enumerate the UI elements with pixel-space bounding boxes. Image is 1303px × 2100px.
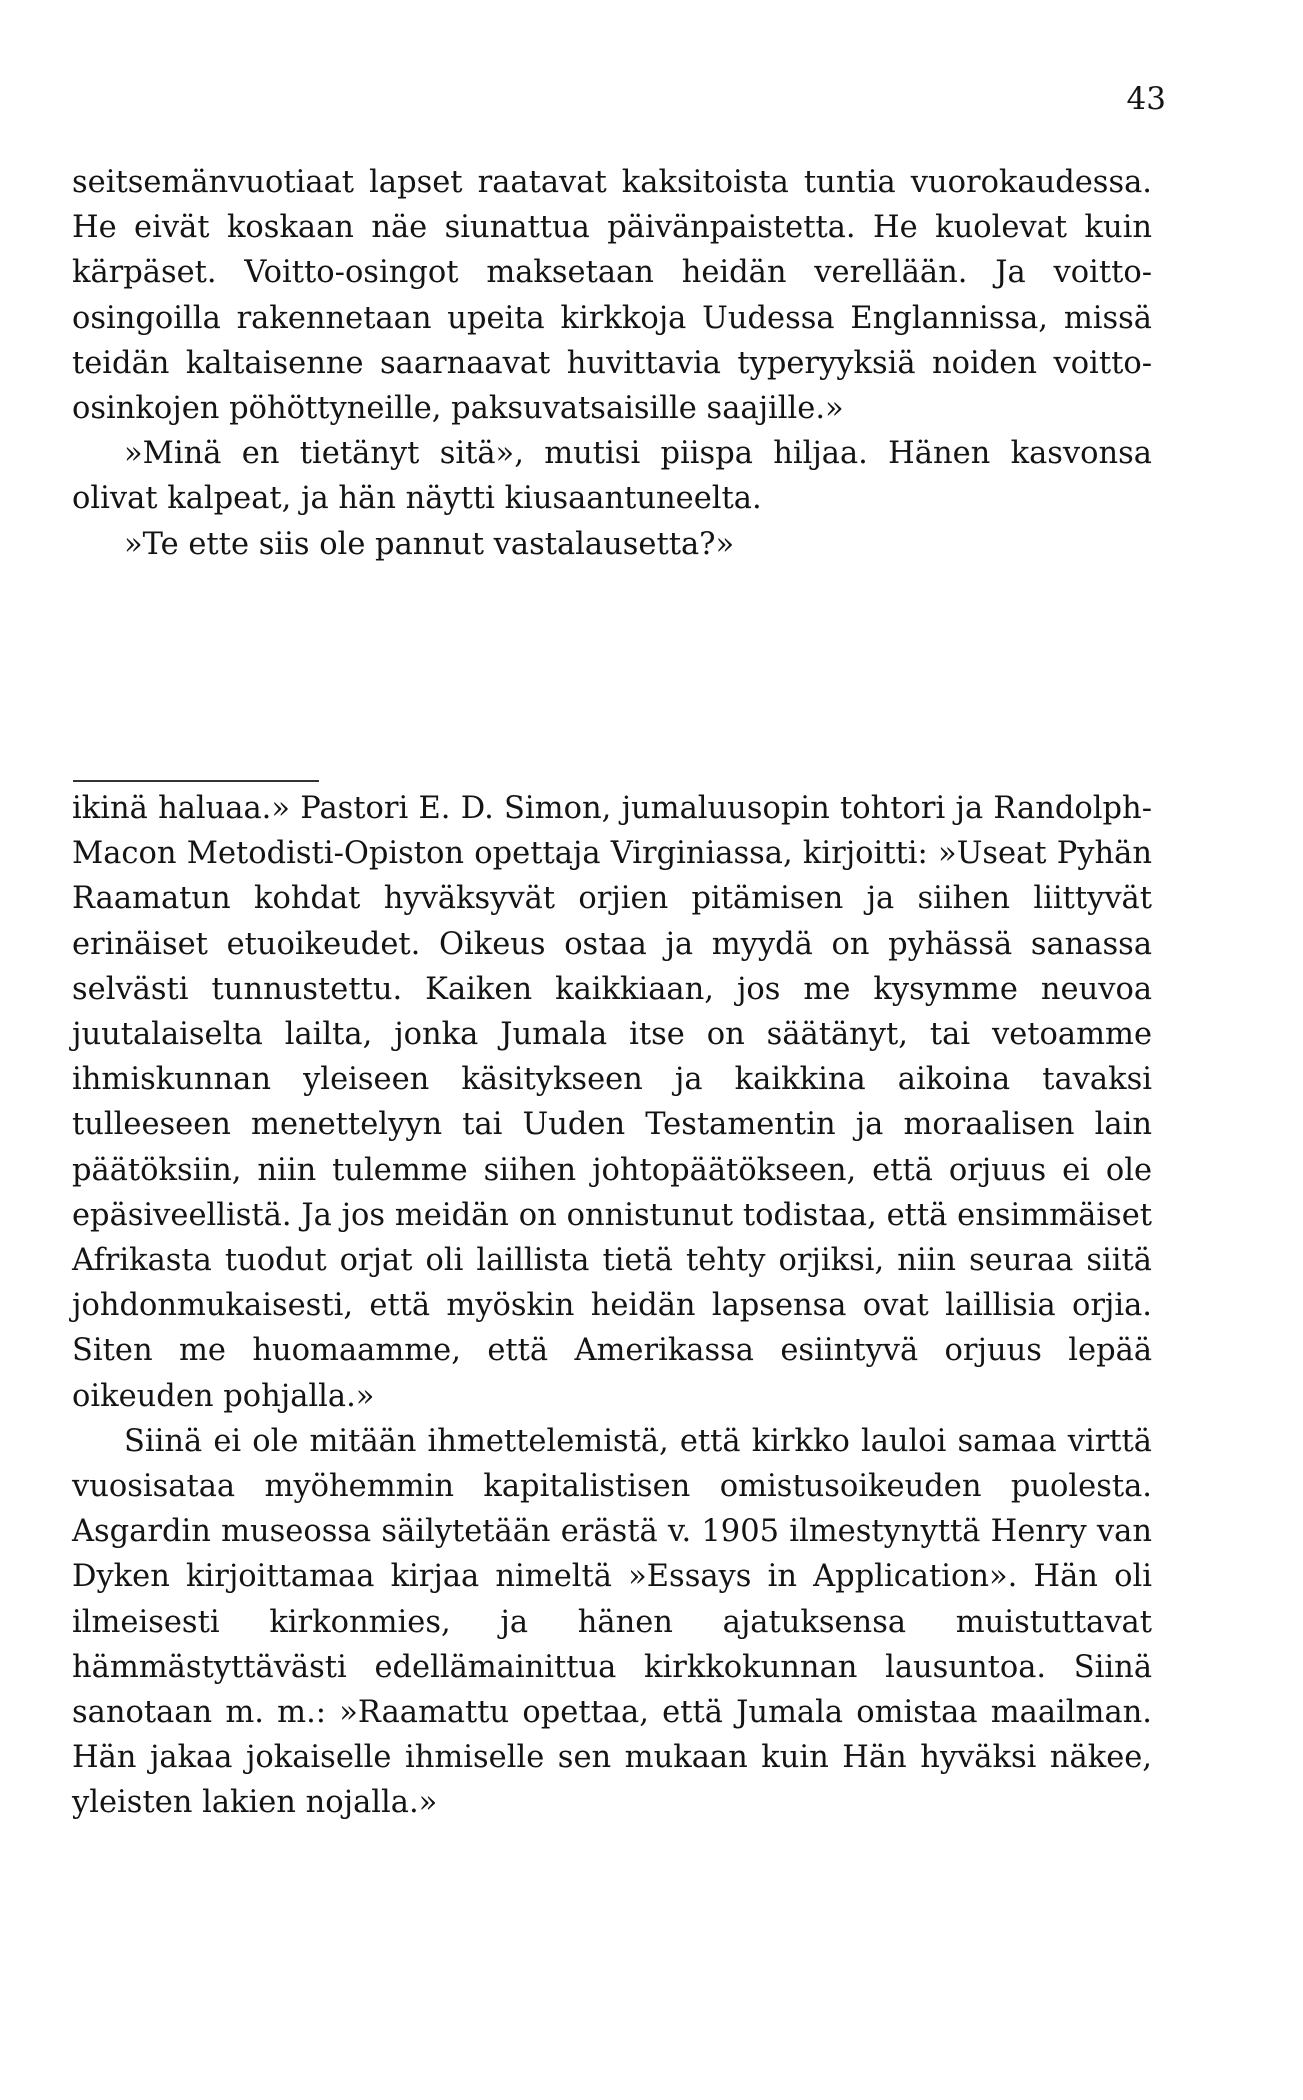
main-text [72, 160, 1152, 567]
page-number: 43 [1126, 81, 1166, 117]
footnote-paragraph: Siinä ei ole mitään ihmettelemistä, että kirkko lauloi samaa virttä vuosisataa myöhemmin kapitalistisen omistusoikeuden puolesta. Asgardin museossa säilytetään erästä v. 1905 ilmestynyttä Henry van Dyken kirjoittamaa kirjaa nimeltä »Essays in Application». Hän oli ilmeisesti kirkonmies, ja hänen ajatuksensa muistuttavat hämmästyttävästi edellämainittua kirkkokunnan lausuntoa. Siinä sanotaan m. m.: »Raamattu opettaa, että Jumala omistaa maailman. Hän jakaa jokaiselle ihmiselle sen mukaan kuin Hän hyväksi näkee, yleisten lakien nojalla.» [72, 1423, 1152, 1821]
footnote-text [72, 786, 1152, 1826]
footnote-separator [73, 780, 319, 782]
main-paragraph: »Minä en tietänyt sitä», mutisi piispa hiljaa. Hänen kasvonsa olivat kalpeat, ja hän näytti kiusaantuneelta. [72, 436, 1152, 517]
footnote-paragraph: ikinä haluaa.» Pastori E. D. Simon, jumaluusopin tohtori ja Randolph-Macon Metodisti-Opiston opettaja Virginiassa, kirjoitti: »Useat Pyhän Raamatun kohdat hyväksyvät orjien pitämisen ja siihen liittyvät erinäiset etuoikeudet. Oikeus ostaa ja myydä on pyhässä sanassa selvästi tunnustettu. Kaiken kaikkiaan, jos me kysymme neuvoa juutalaiselta lailta, jonka Jumala itse on säätänyt, tai vetoamme ihmiskunnan yleiseen käsitykseen ja kaikkina aikoina tavaksi tulleeseen menettelyyn tai Uuden Testamentin ja moraalisen lain päätöksiin, niin tulemme siihen johtopäätökseen, että orjuus ei ole epäsiveellistä. Ja jos meidän on onnistunut todistaa, että ensimmäiset Afrikasta tuodut orjat oli laillista tietä tehty orjiksi, niin seuraa siitä johdonmukaisesti, että myöskin heidän lapsensa ovat laillisia orjia. Siten me huomaamme, että Amerikassa esiintyvä orjuus lepää oikeuden pohjalla.» [72, 791, 1152, 1414]
main-paragraph: seitsemänvuotiaat lapset raatavat kaksitoista tuntia vuorokaudessa. He eivät koskaan näe siunattua päivänpaistetta. He kuolevat kuin kärpäset. Voitto-osingot maksetaan heidän verellään. Ja voitto-osingoilla rakennetaan upeita kirkkoja Uudessa Englannissa, missä teidän kaltaisenne saarnaavat huvittavia typeryyksiä noiden voitto-osinkojen pöhöttyneille, paksuvatsaisille saajille.» [72, 165, 1152, 427]
main-paragraph: »Te ette siis ole pannut vastalausetta?» [124, 526, 735, 562]
